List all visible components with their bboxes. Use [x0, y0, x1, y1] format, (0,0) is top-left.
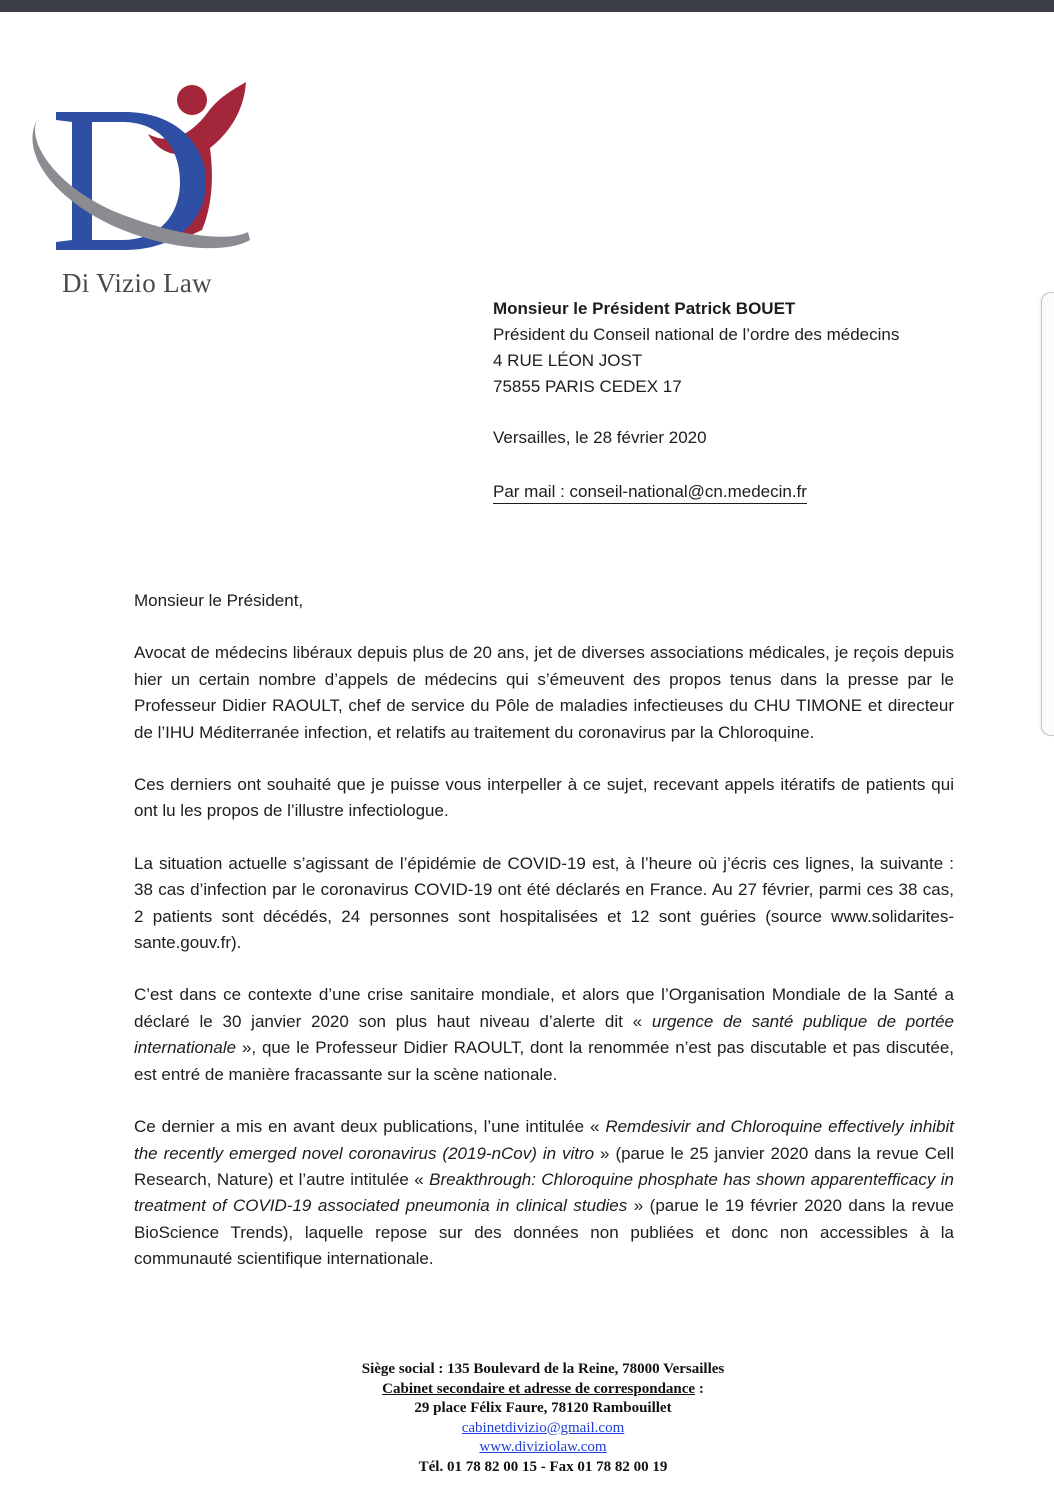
paragraph-4-text-a: C’est dans ce contexte d’une crise sanitaire mondiale, et alors que l’Organisation Mondiale de la Santé a déclaré le 30 janvier 2020 son plus haut niveau d’alerte dit «	[134, 985, 954, 1031]
salutation: Monsieur le Président,	[134, 591, 304, 610]
recipient-city: 75855 PARIS CEDEX 17	[493, 377, 682, 396]
paragraph-5	[134, 1114, 954, 1272]
paragraph-1: Avocat de médecins libéraux depuis plus de 20 ans, jet de diverses associations médicales, je reçois depuis hier un certain nombre d’appels de médecins qui s’émeuvent des propos tenus dans la presse par le Professeur Didier RAOULT, chef de service du Pôle de maladies infectieuses du CHU TIMONE et directeur de l’IHU Méditerranée infection, et relatifs au traitement du coronavirus par la Chloroquine.	[134, 643, 954, 742]
letter-body	[134, 588, 954, 1299]
footer-cabinet-line	[200, 1380, 886, 1400]
footer-website-link[interactable]: www.diviziolaw.com	[479, 1439, 607, 1455]
paragraph-5-text-a: Ce dernier a mis en avant deux publications, l’une intitulée «	[134, 1117, 606, 1137]
footer-cabinet-label: Cabinet secondaire et adresse de correspondance	[382, 1380, 696, 1397]
footer-cabinet-colon: :	[695, 1380, 704, 1397]
recipient-block	[493, 296, 899, 400]
paragraph-3: La situation actuelle s’agissant de l’épidémie de COVID-19 est, à l’heure où j’écris ces lignes, la suivante : 38 cas d’infection par le coronavirus COVID-19 ont été déclarés en France. Au 27 février, parmi ces 38 cas, 2 patients sont décédés, 24 personnes sont hospitalisées et 12 sont guéries (source www.solidarites-sante.gouv.fr).	[134, 853, 954, 953]
footer-siege: Siège social : 135 Boulevard de la Reine, 78000 Versailles	[361, 1361, 725, 1377]
recipient-street: 4 RUE LÉON JOST	[493, 351, 643, 370]
paragraph-4-italic: urgence de santé publique de portée internationale	[134, 1011, 954, 1058]
logo	[30, 82, 260, 257]
window-top-bar	[0, 0, 1054, 12]
paragraph-5-italic-2: Breakthrough: Chloroquine phosphate has shown apparentefficacy in treatment of COVID-19 associated pneumonia in clinical studies	[134, 1169, 954, 1216]
footer-phones: Tél. 01 78 82 00 15 - Fax 01 78 82 00 19	[418, 1458, 668, 1475]
di-vizio-logo-icon	[30, 82, 260, 257]
footer-cabinet-address: 29 place Félix Faure, 78120 Rambouillet	[414, 1400, 672, 1416]
paragraph-4-text-b: », que le Professeur Didier RAOULT, dont la renommée n’est pas discutable et pas discutée, est entré de manière fracassante sur la scène nationale.	[134, 1038, 954, 1084]
recipient-title: Président du Conseil national de l’ordre des médecins	[493, 325, 900, 344]
paragraph-5-text-b: » (parue le 25 janvier 2020 dans la revue Cell Research, Nature) et l’autre intitulée «	[134, 1143, 954, 1189]
paragraph-5-italic-1: Remdesivir and Chloroquine effectively inhibit the recently emerged novel coronavirus (2019-nCov) in vitro	[134, 1117, 955, 1163]
mail-line: Par mail : conseil-national@cn.medecin.fr	[493, 481, 807, 504]
letter-date: Versailles, le 28 février 2020	[493, 428, 707, 447]
paragraph-5-text-c: » (parue le 19 février 2020 dans la revue BioScience Trends), laquelle repose sur des données non publiées et donc non accessibles à la communauté scientifique internationale.	[134, 1196, 954, 1269]
brand-name: Di Vizio Law	[62, 268, 212, 298]
scrollbar[interactable]	[1041, 292, 1054, 736]
letter-footer	[200, 1360, 886, 1477]
footer-email-link[interactable]: cabinetdivizio@gmail.com	[461, 1419, 625, 1436]
paragraph-2: Ces derniers ont souhaité que je puisse vous interpeller à ce sujet, recevant appels itératifs de patients qui ont lu les propos de l’illustre infectiologue.	[134, 775, 954, 821]
recipient-name: Monsieur le Président Patrick BOUET	[493, 299, 796, 318]
paragraph-4	[134, 982, 954, 1088]
